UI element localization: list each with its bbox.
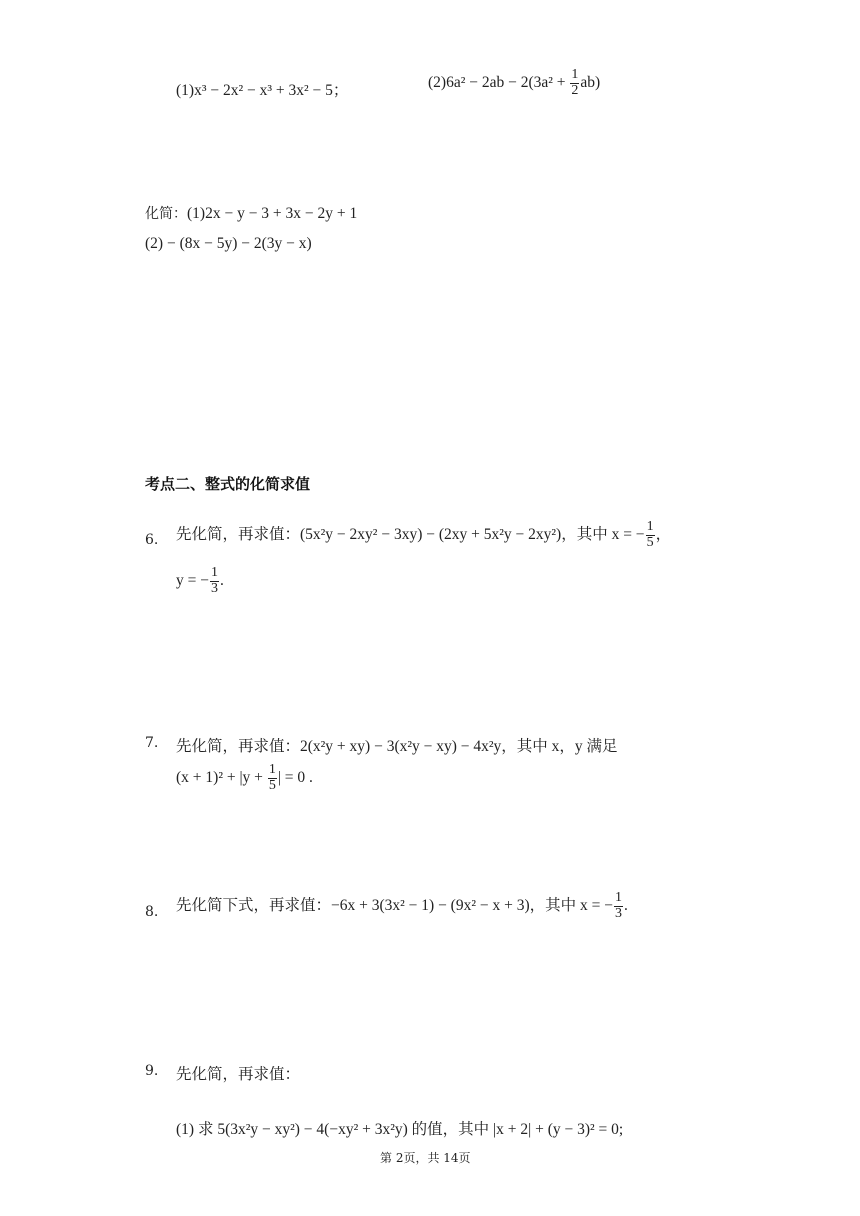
fraction-numerator: 1 <box>615 890 622 905</box>
fraction-numerator: 1 <box>268 762 276 777</box>
fraction-denominator: 2 <box>571 82 579 98</box>
fraction <box>210 566 219 596</box>
page-footer: 第 2页，共 14页 <box>380 1151 471 1165</box>
intro-item-2-before: (2)6a² − 2ab − 2(3a² + <box>428 73 570 91</box>
question-6-line-1 <box>176 520 671 550</box>
question-9-text: 先化简，再求值： <box>176 1066 301 1083</box>
simplify-expr-1: (1)2x − y − 3 + 3x − 2y + 1 <box>187 205 358 222</box>
punctuation: . <box>624 896 628 914</box>
question-number-7: 7. <box>145 735 159 751</box>
simplify-line-2: (2) − (8x − 5y) − 2(3y − x) <box>145 235 312 252</box>
fraction <box>268 763 277 793</box>
fraction-numerator: 1 <box>646 519 654 534</box>
fraction <box>570 68 579 98</box>
fraction-denominator: 5 <box>646 534 654 550</box>
fraction-numerator: 1 <box>210 565 218 580</box>
question-8-line <box>176 891 628 921</box>
question-7-condition <box>176 763 313 793</box>
question-number-8: 8. <box>145 904 159 920</box>
punctuation: ， <box>655 525 672 543</box>
fraction-denominator: 5 <box>268 777 276 793</box>
simplify-label: 化简： <box>145 206 187 222</box>
question-6-line-2 <box>176 566 224 596</box>
fraction <box>646 520 655 550</box>
section-title: 考点二、整式的化简求值 <box>145 475 311 493</box>
y-value-prefix: y = − <box>176 571 209 589</box>
fraction-numerator: 1 <box>571 67 579 82</box>
fraction-denominator: 3 <box>210 580 218 596</box>
question-number-6: 6. <box>145 532 159 548</box>
question-6-text: 先化简，再求值：(5x²y − 2xy² − 3xy) − (2xy + 5x²y − 2xy²)，其中 x = − <box>176 525 645 543</box>
question-9-sub-1: (1) 求 5(3x²y − xy²) − 4(−xy² + 3x²y) 的值，其中 |x + 2| + (y − 3)² = 0; <box>176 1121 624 1138</box>
intro-item-2 <box>428 68 600 98</box>
question-7-text: 先化简，再求值：2(x²y + xy) − 3(x²y − xy) − 4x²y，其中 x，y 满足 <box>176 738 618 755</box>
question-number-9: 9. <box>145 1063 159 1079</box>
question-8-text: 先化简下式，再求值：−6x + 3(3x² − 1) − (9x² − x + 3)，其中 x = − <box>176 896 613 914</box>
condition-after: | = 0 . <box>277 768 313 786</box>
fraction-denominator: 3 <box>615 905 622 921</box>
condition-before: (x + 1)² + |y + <box>176 768 267 786</box>
simplify-line-1 <box>145 203 357 223</box>
intro-item-2-after: ab) <box>580 73 601 91</box>
punctuation: . <box>219 571 224 589</box>
fraction <box>614 891 623 921</box>
intro-item-1: (1)x³ − 2x² − x³ + 3x² − 5； <box>176 82 349 99</box>
